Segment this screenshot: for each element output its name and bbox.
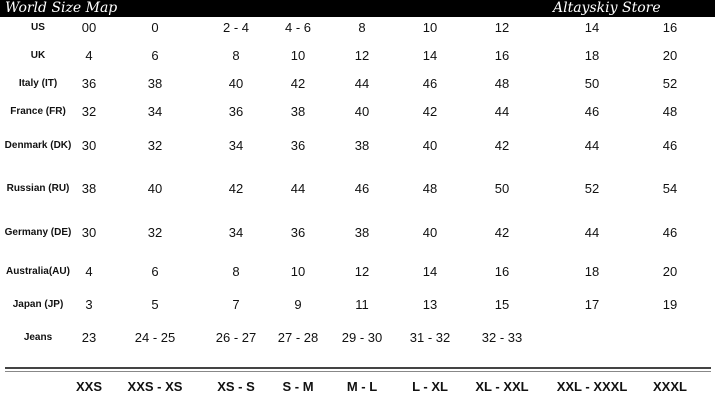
size-cell: 27 - 28 (277, 330, 319, 345)
size-cell: 42 (422, 104, 438, 119)
size-cell: 16 (662, 20, 678, 35)
size-cell: 46 (662, 138, 678, 153)
size-cell: 3 (85, 297, 93, 312)
size-cell: 20 (662, 264, 678, 279)
size-cell: 16 (494, 264, 510, 279)
size-cell: 40 (228, 76, 244, 91)
size-cell: 34 (228, 225, 244, 240)
size-cell: 46 (584, 104, 600, 119)
size-cell: 40 (422, 225, 438, 240)
international-size-label: S - M (282, 379, 314, 394)
row-label: Australia(AU) (6, 266, 70, 277)
international-size-label: XXL - XXXL (556, 379, 628, 394)
size-cell: 30 (81, 225, 97, 240)
size-cell: 34 (147, 104, 163, 119)
size-cell: 12 (354, 264, 370, 279)
size-cell: 13 (422, 297, 438, 312)
size-cell: 38 (81, 181, 97, 196)
size-cell: 30 (81, 138, 97, 153)
size-cell: 54 (662, 181, 678, 196)
size-cell: 29 - 30 (341, 330, 383, 345)
international-size-label: XXXL (653, 379, 687, 394)
size-cell: 18 (584, 264, 600, 279)
size-cell: 5 (151, 297, 159, 312)
size-cell: 26 - 27 (215, 330, 257, 345)
size-cell: 17 (584, 297, 600, 312)
size-cell: 32 - 33 (481, 330, 523, 345)
size-cell: 50 (494, 181, 510, 196)
size-cell: 40 (422, 138, 438, 153)
size-cell: 14 (584, 20, 600, 35)
international-size-label: M - L (346, 379, 378, 394)
size-cell: 6 (151, 48, 159, 63)
size-cell: 4 (85, 48, 93, 63)
size-cell: 48 (494, 76, 510, 91)
size-cell: 10 (422, 20, 438, 35)
row-label: Japan (JP) (12, 299, 64, 310)
international-size-label: XXS (75, 379, 102, 394)
size-cell: 8 (232, 48, 240, 63)
size-cell: 50 (584, 76, 600, 91)
size-cell: 38 (290, 104, 306, 119)
size-cell: 38 (354, 138, 370, 153)
size-cell: 42 (494, 225, 510, 240)
size-cell: 4 - 6 (284, 20, 311, 35)
row-label: UK (30, 50, 46, 61)
size-cell: 38 (147, 76, 163, 91)
row-label: Italy (IT) (18, 78, 58, 89)
row-label: Germany (DE) (4, 227, 72, 238)
size-cell: 48 (662, 104, 678, 119)
size-cell: 31 - 32 (409, 330, 451, 345)
size-cell: 00 (81, 20, 97, 35)
size-cell: 7 (232, 297, 240, 312)
size-cell: 52 (662, 76, 678, 91)
size-cell: 42 (228, 181, 244, 196)
header-bar (0, 0, 715, 17)
size-cell: 34 (228, 138, 244, 153)
page-title: World Size Map (5, 0, 118, 16)
size-cell: 42 (494, 138, 510, 153)
divider-line (5, 367, 711, 369)
size-cell: 8 (232, 264, 240, 279)
international-size-label: XL - XXL (475, 379, 529, 394)
size-cell: 15 (494, 297, 510, 312)
size-cell: 23 (81, 330, 97, 345)
size-cell: 36 (228, 104, 244, 119)
size-cell: 4 (85, 264, 93, 279)
row-label: Russian (RU) (6, 183, 70, 194)
row-label: France (FR) (10, 106, 66, 117)
size-cell: 48 (422, 181, 438, 196)
size-cell: 14 (422, 264, 438, 279)
size-cell: 44 (584, 138, 600, 153)
size-cell: 38 (354, 225, 370, 240)
international-size-label: XS - S (217, 379, 255, 394)
size-cell: 12 (354, 48, 370, 63)
size-cell: 42 (290, 76, 306, 91)
size-cell: 36 (290, 225, 306, 240)
size-cell: 6 (151, 264, 159, 279)
size-cell: 10 (290, 48, 306, 63)
size-cell: 40 (147, 181, 163, 196)
size-cell: 32 (147, 225, 163, 240)
size-cell: 19 (662, 297, 678, 312)
size-cell: 0 (151, 20, 159, 35)
size-cell: 44 (584, 225, 600, 240)
size-cell: 44 (354, 76, 370, 91)
size-cell: 36 (81, 76, 97, 91)
size-cell: 18 (584, 48, 600, 63)
size-cell: 36 (290, 138, 306, 153)
size-cell: 2 - 4 (222, 20, 249, 35)
size-cell: 9 (294, 297, 302, 312)
size-cell: 32 (81, 104, 97, 119)
size-cell: 11 (355, 297, 369, 312)
size-cell: 16 (494, 48, 510, 63)
size-cell: 44 (290, 181, 306, 196)
size-cell: 46 (422, 76, 438, 91)
row-label: Jeans (23, 332, 53, 343)
international-size-label: L - XL (412, 379, 448, 394)
size-cell: 20 (662, 48, 678, 63)
size-cell: 46 (354, 181, 370, 196)
international-size-label: XXS - XS (127, 379, 183, 394)
size-cell: 32 (147, 138, 163, 153)
size-cell: 52 (584, 181, 600, 196)
row-label: US (31, 22, 45, 33)
size-cell: 12 (494, 20, 510, 35)
divider-line-secondary (5, 371, 711, 372)
size-cell: 10 (290, 264, 306, 279)
size-cell: 14 (422, 48, 438, 63)
size-cell: 24 - 25 (134, 330, 176, 345)
size-cell: 8 (358, 20, 366, 35)
size-cell: 40 (354, 104, 370, 119)
row-label: Denmark (DK) (4, 140, 72, 151)
store-name: Altayskiy Store (553, 0, 661, 16)
size-cell: 44 (494, 104, 510, 119)
size-cell: 46 (662, 225, 678, 240)
